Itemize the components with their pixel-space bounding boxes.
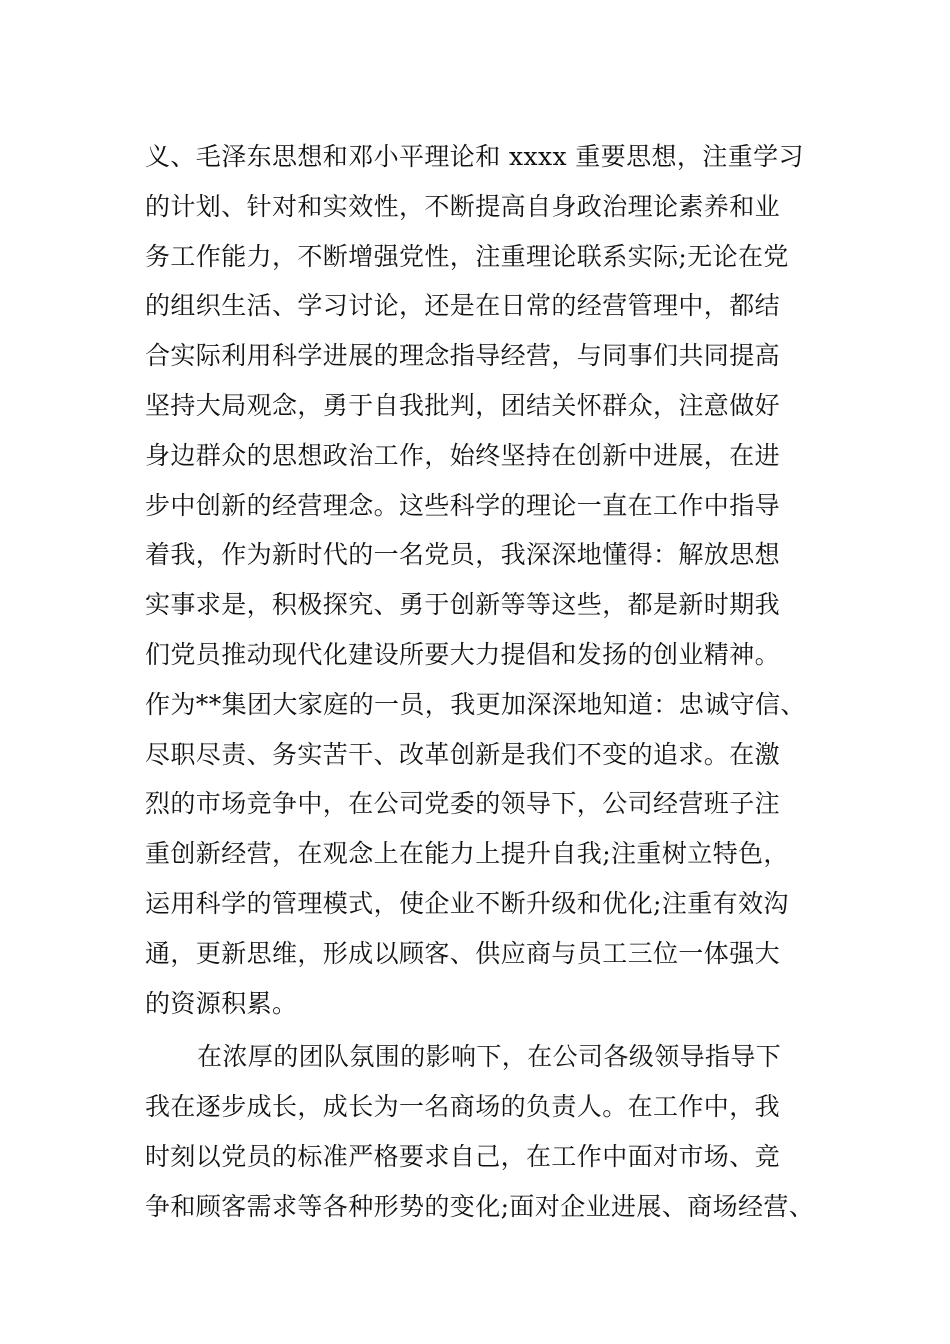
text-line: 时刻以党员的标准严格要求自己，在工作中面对市场、竞 <box>145 1141 781 1171</box>
document-body <box>145 132 845 1232</box>
text-line: 重创新经营，在观念上在能力上提升自我;注重树立特色， <box>145 839 789 869</box>
paragraph-2 <box>145 1032 845 1231</box>
text-line: 的资源积累。 <box>145 988 298 1018</box>
text-line: 务工作能力，不断增强党性，注重理论联系实际;无论在党 <box>145 241 789 271</box>
text-line: 步中创新的经营理念。这些科学的理论一直在工作中指导 <box>145 490 781 520</box>
text-line: 们党员推动现代化建设所要大力提倡和发扬的创业精神。 <box>145 639 781 669</box>
text-line: 运用科学的管理模式，使企业不断升级和优化;注重有效沟 <box>145 888 789 918</box>
text-line: 作为**集团大家庭的一员，我更加深深地知道：忠诚守信、 <box>145 689 806 719</box>
text-line: 通，更新思维，形成以顾客、供应商与员工三位一体强大 <box>145 938 781 968</box>
text-line: 坚持大局观念，勇于自我批判，团结关怀群众，注意做好 <box>145 390 781 420</box>
text-line: 实事求是，积极探究、勇于创新等等这些，都是新时期我 <box>145 590 781 620</box>
text-line: 在浓厚的团队氛围的影响下，在公司各级领导指导下 <box>197 1042 782 1072</box>
text-line: 身边群众的思想政治工作，始终坚持在创新中进展，在进 <box>145 440 781 470</box>
text-line: 义、毛泽东思想和邓小平理论和 xxxx 重要思想，注重学习 <box>145 142 804 171</box>
text-line: 烈的市场竞争中，在公司党委的领导下，公司经营班子注 <box>145 789 781 819</box>
text-line: 合实际利用科学进展的理念指导经营，与同事们共同提高 <box>145 341 781 371</box>
text-line: 的组织生活、学习讨论，还是在日常的经营管理中，都结 <box>145 291 781 321</box>
text-line: 的计划、针对和实效性，不断提高自身政治理论素养和业 <box>145 191 781 221</box>
text-line: 我在逐步成长，成长为一名商场的负责人。在工作中，我 <box>145 1092 781 1122</box>
text-line: 尽职尽责、务实苦干、改革创新是我们不变的追求。在激 <box>145 739 781 769</box>
text-line: 着我，作为新时代的一名党员，我深深地懂得：解放思想 <box>145 540 781 570</box>
text-line: 争和顾客需求等各种形势的变化;面对企业进展、商场经营、 <box>145 1191 815 1221</box>
paragraph-1 <box>145 132 845 1028</box>
